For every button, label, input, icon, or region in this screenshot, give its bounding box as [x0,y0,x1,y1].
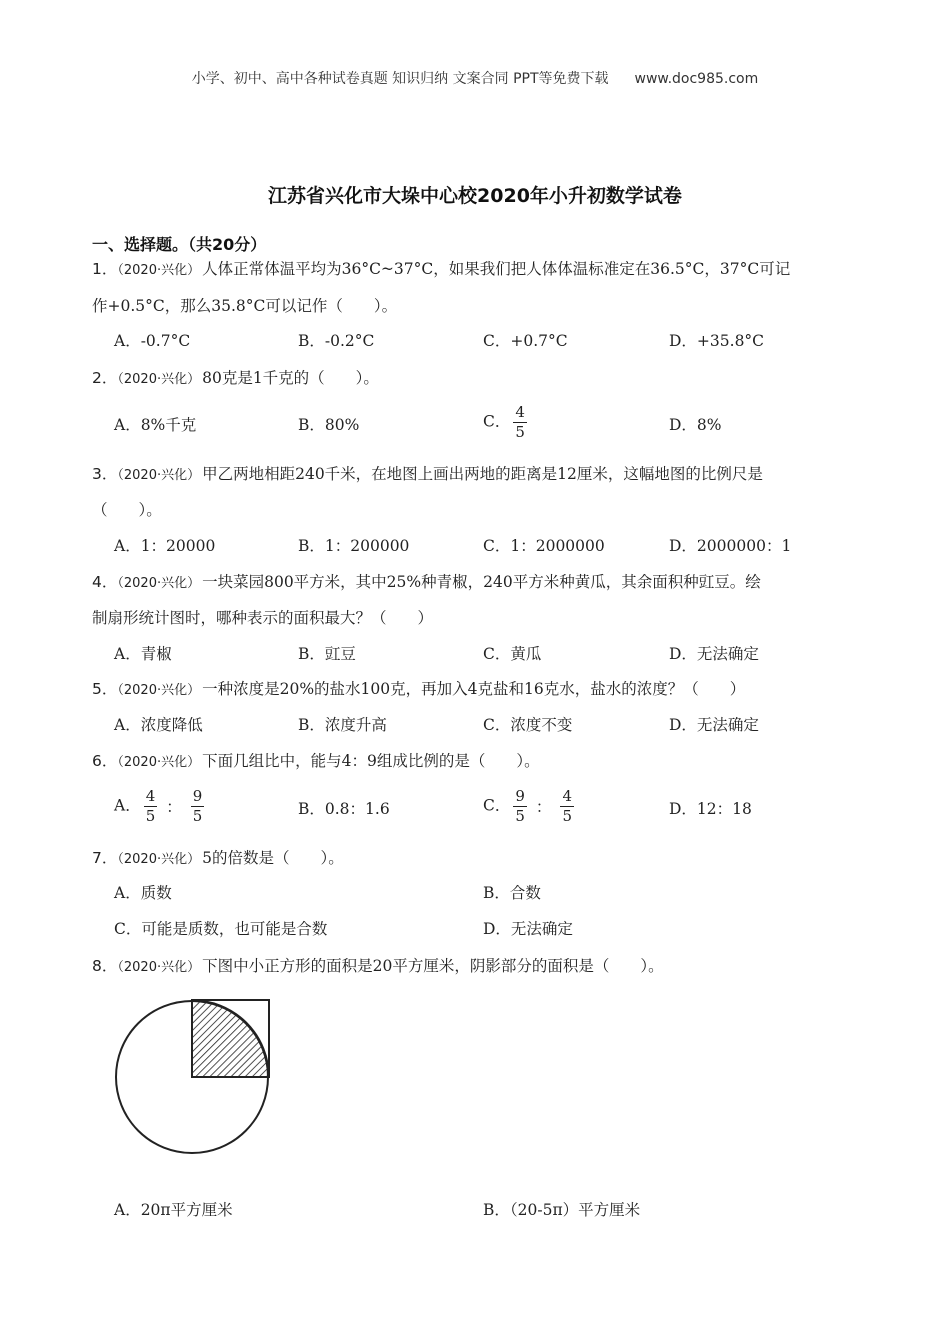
ratio-colon: ： [166,797,182,816]
q5-option-b[interactable]: B．浓度升高 [298,716,387,734]
question-5 [92,679,745,701]
fraction [513,787,527,826]
question-number: 1． [92,260,118,278]
question-source: （2020·兴化） [117,683,201,698]
q1-option-c[interactable]: C．+0.7°C [483,332,568,350]
header-site[interactable]: www.doc985.com [634,71,759,87]
question-1 [92,259,790,281]
q7-option-b[interactable]: B．合数 [483,884,541,902]
q4-option-c[interactable]: C．黄瓜 [483,645,542,663]
numerator: 4 [562,787,572,805]
question-source: （2020·兴化） [117,468,201,483]
q5-option-c[interactable]: C．浓度不变 [483,716,573,734]
question-text: 下图中小正方形的面积是20平方厘米，阴影部分的面积是（ ）。 [202,957,664,975]
question-text: 下面几组比中，能与4：9组成比例的是（ ）。 [202,752,540,770]
question-4-line2: 制扇形统计图时，哪种表示的面积最大？（ ） [92,609,434,627]
question-4 [92,572,761,594]
fraction [513,403,527,442]
q2-option-d[interactable]: D．8% [669,416,722,434]
q4-option-b[interactable]: B．豇豆 [298,645,356,663]
q4-option-d[interactable]: D．无法确定 [669,645,759,663]
fraction [191,787,205,826]
q7-option-d[interactable]: D．无法确定 [483,920,573,938]
question-text: 甲乙两地相距240千米，在地图上画出两地的距离是12厘米，这幅地图的比例尺是 [202,465,763,483]
q8-option-a[interactable]: A．20π平方厘米 [114,1201,233,1219]
question-source: （2020·兴化） [117,755,201,770]
question-source: （2020·兴化） [117,372,201,387]
question-number: 2． [92,369,118,387]
q3-option-a[interactable]: A．1：20000 [114,537,216,555]
q1-option-d[interactable]: D．+35.8°C [669,332,765,350]
header-text: 小学、初中、高中各种试卷真题 知识归纳 文案合同 PPT等免费下载 [191,71,609,87]
ratio-colon: ： [535,797,552,816]
denominator: 5 [145,807,156,825]
q5-option-a[interactable]: A．浓度降低 [114,716,203,734]
numerator: 9 [515,787,525,805]
question-number: 5． [92,680,118,698]
question-2 [92,368,379,390]
q4-option-a[interactable]: A．青椒 [114,645,172,663]
section-heading: 一、选择题。（共20分） [92,235,267,254]
numerator: 9 [192,787,203,805]
question-source: （2020·兴化） [117,263,201,278]
circle-square-figure [110,985,290,1165]
q3-option-b[interactable]: B．1：200000 [298,537,410,555]
question-3-line2: （ ）。 [92,501,162,519]
question-1-line2: 作+0.5°C，那么35.8°C可以记作（ ）。 [92,297,398,315]
denominator: 5 [515,423,525,441]
question-7 [92,848,344,870]
q5-option-d[interactable]: D．无法确定 [669,716,759,734]
numerator: 4 [515,403,525,421]
question-number: 3． [92,465,118,483]
q6-option-d[interactable]: D．12：18 [669,800,752,818]
q8-option-b[interactable]: B．（20-5π）平方厘米 [483,1201,641,1219]
question-number: 6． [92,752,118,770]
question-source: （2020·兴化） [117,852,201,867]
question-text: 5的倍数是（ ）。 [202,849,344,867]
q2-option-c[interactable] [483,403,530,442]
question-number: 8． [92,957,118,975]
option-prefix: A． [114,796,141,815]
denominator: 5 [562,807,572,825]
question-3 [92,464,763,486]
q6-option-a[interactable] [114,787,207,826]
option-prefix: C． [483,412,511,431]
fraction [144,787,158,826]
q2-option-b[interactable]: B．80% [298,416,360,434]
denominator: 5 [192,807,203,825]
q3-option-d[interactable]: D．2000000：1 [669,537,792,555]
question-text: 一块菜园800平方米，其中25%种青椒，240平方米种黄瓜，其余面积种豇豆。绘 [202,573,761,591]
q6-option-b[interactable]: B．0.8：1.6 [298,800,390,818]
question-text: 一种浓度是20%的盐水100克，再加入4克盐和16克水，盐水的浓度？（ ） [202,680,746,698]
q7-option-a[interactable]: A．质数 [114,884,172,902]
option-prefix: C． [483,796,511,815]
denominator: 5 [515,807,525,825]
question-8 [92,956,664,978]
q2-option-a[interactable]: A．8%千克 [114,416,197,434]
q1-option-b[interactable]: B．-0.2°C [298,332,375,350]
q7-option-c[interactable]: C．可能是质数，也可能是合数 [114,920,328,938]
question-text: 人体正常体温平均为36°C~37°C，如果我们把人体体温标准定在36.5°C，37°C可记 [202,260,791,278]
question-text: 80克是1千克的（ ）。 [202,369,379,387]
question-source: （2020·兴化） [117,960,201,975]
question-number: 4． [92,573,118,591]
q3-option-c[interactable]: C．1：2000000 [483,537,605,555]
question-6 [92,751,540,773]
question-source: （2020·兴化） [117,576,201,591]
exam-title: 江苏省兴化市大垛中心校2020年小升初数学试卷 [268,185,682,207]
question-number: 7． [92,849,118,867]
shaded-quarter-circle [192,1000,269,1077]
q6-option-c[interactable] [483,787,577,826]
fraction [560,787,574,826]
page-header [0,68,950,88]
q1-option-a[interactable]: A．-0.7°C [114,332,191,350]
numerator: 4 [145,787,156,805]
